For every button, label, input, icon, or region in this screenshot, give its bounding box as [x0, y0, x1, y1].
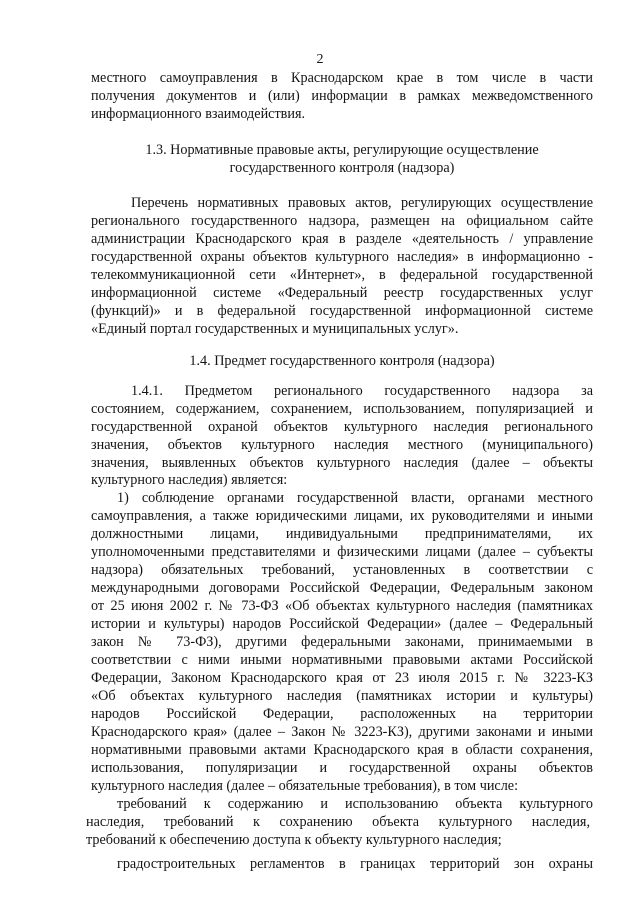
text-line: информационной системе «Федеральный реестр государственных услуг	[91, 285, 593, 301]
text-line: местного самоуправления в Краснодарском крае в том числе в части	[91, 70, 593, 86]
text-line: Федерации, Законом Краснодарского края от 23 июля 2015 г. № 3223-КЗ	[91, 670, 593, 686]
text-line: Краснодарского края» (далее – Закон № 3223-КЗ), другими законами и иными	[91, 724, 593, 740]
text-line: государственной охраной объектов культурного наследия регионального	[91, 419, 593, 435]
text-line: телекоммуникационной сети «Интернет», в федеральной государственной	[91, 267, 593, 283]
page-number: 2	[316, 52, 324, 67]
text-line: нормативными правовыми актами Краснодарского края в области сохранения,	[91, 742, 593, 758]
text-line: градостроительных регламентов в границах территорий зон охраны	[117, 856, 593, 872]
text-line: наследия, требований к сохранению объекта культурного наследия,	[86, 814, 590, 830]
text-line: истории и культуры) народов Российской Федерации» (далее – Федеральный	[91, 616, 593, 632]
section-heading: государственного контроля (надзора)	[229, 160, 455, 176]
text-line: соответствии с ними иными нормативными правовыми актами Российской	[91, 652, 593, 668]
text-line: самоуправления, а также юридическими лицами, их руководителями и иными	[91, 508, 593, 524]
text-line: уполномоченными представителями и физическими лицами (далее – субъекты	[91, 544, 593, 560]
text-line: международными договорами Российской Федерации, Федеральным законом	[91, 580, 593, 596]
text-line: «Об объектах культурного наследия (памятниках истории и культуры)	[91, 688, 593, 704]
text-line: значения, объектов культурного наследия местного (муниципального)	[91, 437, 593, 453]
text-line: от 25 июня 2002 г. № 73-ФЗ «Об объектах культурного наследия (памятниках	[91, 598, 593, 614]
text-line: состоянием, содержанием, сохранением, использованием, популяризацией и	[91, 401, 593, 417]
text-line: 1.4.1. Предметом регионального государственного надзора за	[131, 383, 593, 399]
text-line: (функций)» и в федеральной государственной информационной системе	[91, 303, 593, 319]
text-line: «Единый портал государственных и муниципальных услуг».	[91, 321, 459, 337]
text-line: администрации Краснодарского края в разделе «деятельность / управление	[91, 231, 593, 247]
text-line: Перечень нормативных правовых актов, регулирующих осуществление	[131, 195, 593, 211]
section-heading: 1.4. Предмет государственного контроля (надзора)	[189, 353, 495, 369]
text-line: использования, популяризации и государственной охраны объектов	[91, 760, 593, 776]
text-line: народов Российской Федерации, расположенных на территории	[91, 706, 593, 722]
text-line: 1) соблюдение органами государственной власти, органами местного	[117, 490, 593, 506]
text-line: получения документов и (или) информации в рамках межведомственного	[91, 88, 593, 104]
text-line: культурного наследия) является:	[91, 472, 288, 488]
text-line: культурного наследия (далее – обязательные требования), в том числе:	[91, 778, 519, 794]
section-heading: 1.3. Нормативные правовые акты, регулирующие осуществление	[145, 142, 539, 158]
text-line: надзора) обязательных требований, установленных в соответствии с	[91, 562, 593, 578]
text-line: регионального государственного надзора, размещен на официальном сайте	[91, 213, 593, 229]
text-line: государственной охраны объектов культурного наследия» в информационно -	[91, 249, 593, 265]
text-line: значения, выявленных объектов культурного наследия (далее – объекты	[91, 455, 593, 471]
text-line: закон № 73-ФЗ), другими федеральными законами, принимаемыми в	[91, 634, 593, 650]
text-line: требований к содержанию и использованию объекта культурного	[117, 796, 593, 812]
text-line: должностными лицами, индивидуальными предпринимателями, их	[91, 526, 593, 542]
text-line: требований к обеспечению доступа к объекту культурного наследия;	[86, 832, 502, 848]
text-line: информационного взаимодействия.	[91, 106, 306, 122]
